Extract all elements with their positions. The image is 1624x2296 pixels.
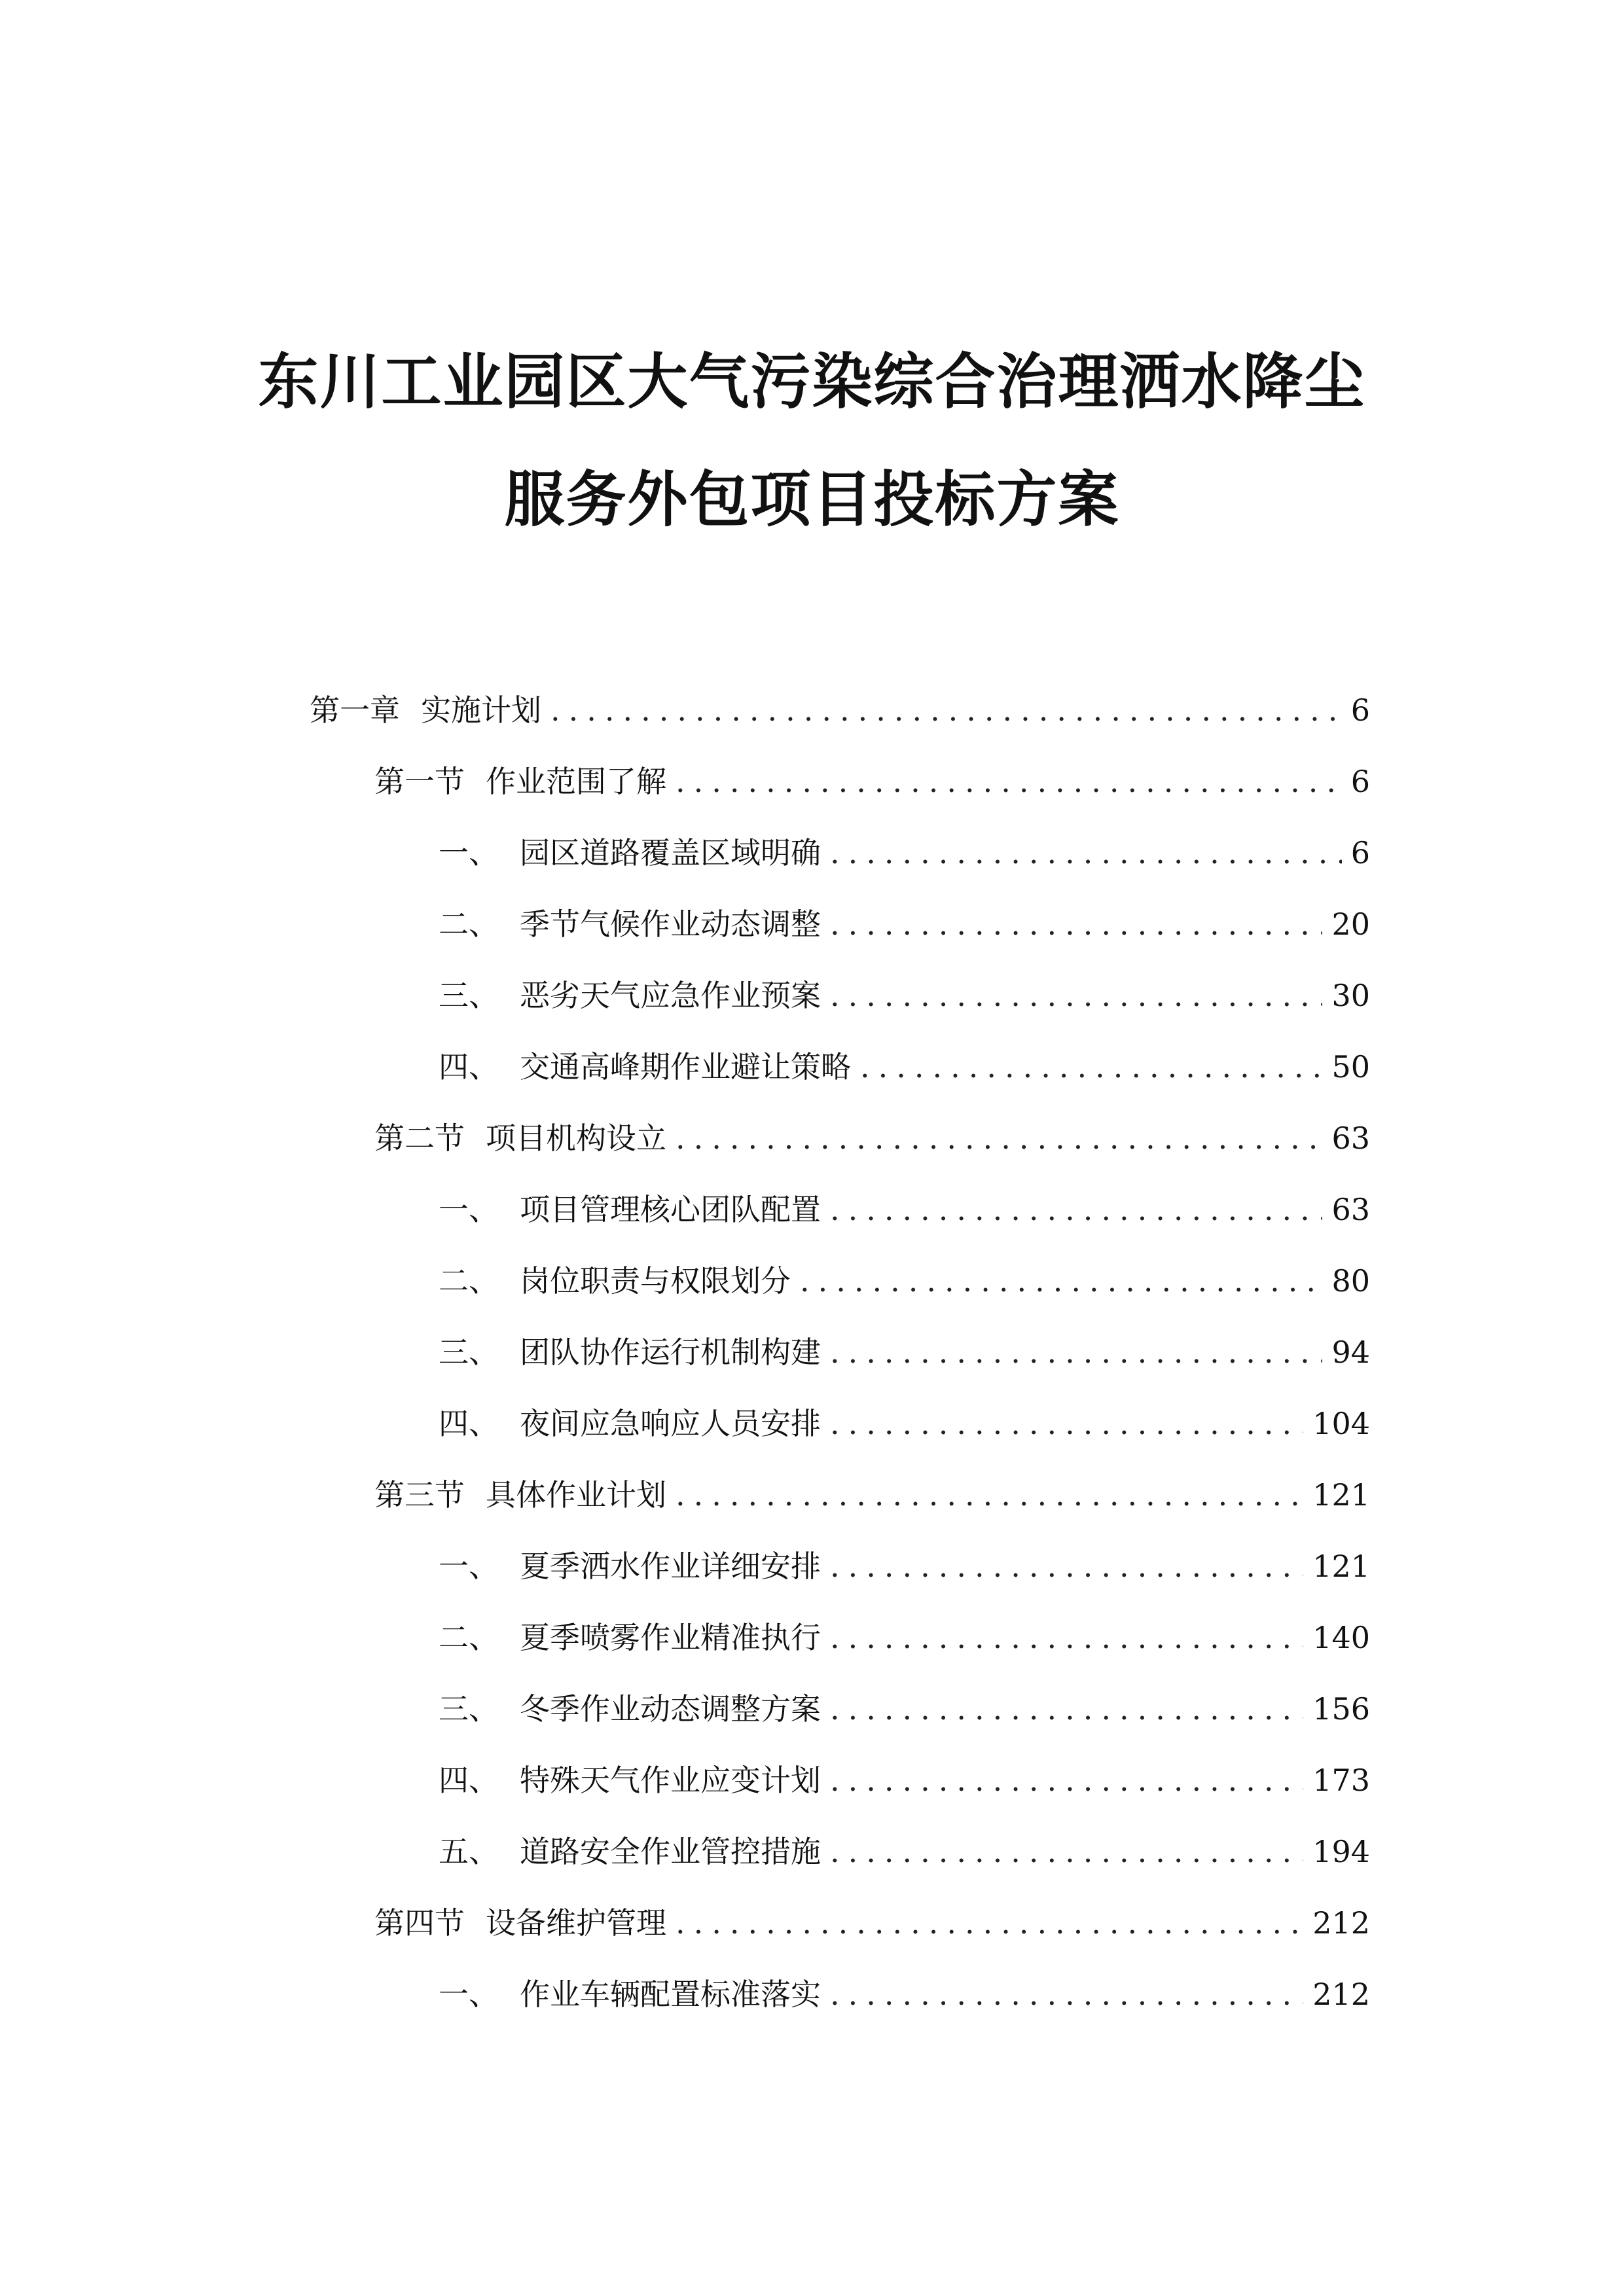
- toc-entry-number: 第三节: [374, 1477, 465, 1513]
- toc-dot-leader: [676, 1472, 1303, 1518]
- toc-entry-label: 恶劣天气应急作业预案: [520, 978, 821, 1013]
- toc-entry-label: 夜间应急响应人员安排: [520, 1406, 821, 1441]
- toc-entry-page: 212: [1312, 1977, 1370, 2012]
- toc-dot-leader: [676, 759, 1342, 804]
- toc-entry-page: 63: [1331, 1121, 1370, 1156]
- toc-entry[interactable]: [439, 1187, 1370, 1232]
- toc-entry-label: 夏季喷雾作业精准执行: [520, 1620, 821, 1655]
- toc-dot-leader: [830, 901, 1322, 947]
- toc-entry-number: 第二节: [374, 1121, 465, 1156]
- toc-entry[interactable]: [310, 687, 1370, 733]
- toc-entry-number: 三、: [439, 1691, 499, 1727]
- toc-entry-page: 50: [1331, 1049, 1370, 1085]
- toc-entry[interactable]: [374, 1472, 1370, 1518]
- document-title-line-1: 东川工业园区大气污染综合治理洒水降尘: [258, 347, 1366, 417]
- toc-entry[interactable]: [439, 1615, 1370, 1660]
- toc-entry-page: 194: [1312, 1834, 1370, 1869]
- toc-dot-leader: [830, 1615, 1303, 1660]
- toc-entry-page: 63: [1331, 1192, 1370, 1227]
- toc-entry[interactable]: [439, 1044, 1370, 1090]
- toc-dot-leader: [830, 973, 1322, 1018]
- toc-entry-page: 6: [1350, 692, 1370, 728]
- toc-entry-label: 园区道路覆盖区域明确: [520, 835, 821, 870]
- toc-entry-label: 团队协作运行机制构建: [520, 1335, 821, 1370]
- toc-entry-number: 四、: [439, 1406, 499, 1441]
- toc-dot-leader: [830, 1757, 1303, 1803]
- toc-dot-leader: [830, 830, 1342, 876]
- toc-dot-leader: [860, 1044, 1322, 1090]
- toc-entry-label: 交通高峰期作业避让策略: [520, 1049, 851, 1085]
- toc-entry-page: 140: [1312, 1620, 1370, 1655]
- toc-entry-number: 第一章: [310, 692, 400, 728]
- toc-entry-page: 20: [1331, 906, 1370, 942]
- toc-entry[interactable]: [439, 1829, 1370, 1874]
- toc-entry-number: 一、: [439, 1977, 499, 2012]
- toc-entry-label: 道路安全作业管控措施: [520, 1834, 821, 1869]
- toc-entry-label: 作业车辆配置标准落实: [520, 1977, 821, 2012]
- toc-entry[interactable]: [439, 830, 1370, 876]
- toc-entry[interactable]: [439, 1757, 1370, 1803]
- toc-entry-page: 80: [1331, 1263, 1370, 1299]
- toc-entry-number: 五、: [439, 1834, 499, 1869]
- toc-entry-number: 三、: [439, 1335, 499, 1370]
- toc-entry-page: 30: [1331, 978, 1370, 1013]
- toc-dot-leader: [830, 1971, 1303, 2017]
- toc-entry-page: 156: [1312, 1691, 1370, 1727]
- toc-entry-number: 一、: [439, 1549, 499, 1584]
- toc-entry[interactable]: [374, 1115, 1370, 1161]
- toc-entry-label: 季节气候作业动态调整: [520, 906, 821, 942]
- toc-entry-label: 冬季作业动态调整方案: [520, 1691, 821, 1727]
- toc-entry-page: 121: [1312, 1477, 1370, 1513]
- toc-entry[interactable]: [439, 901, 1370, 947]
- toc-dot-leader: [676, 1115, 1322, 1161]
- toc-entry[interactable]: [439, 1543, 1370, 1589]
- toc-entry-number: 三、: [439, 978, 499, 1013]
- toc-entry-page: 104: [1312, 1406, 1370, 1441]
- toc-entry-label: 实施计划: [421, 692, 541, 728]
- toc-entry-number: 一、: [439, 1192, 499, 1227]
- document-title-line-2: 服务外包项目投标方案: [504, 465, 1120, 535]
- toc-entry-label: 项目机构设立: [486, 1121, 666, 1156]
- toc-entry[interactable]: [439, 1329, 1370, 1375]
- toc-entry-page: 212: [1312, 1905, 1370, 1941]
- toc-entry-number: 第四节: [374, 1905, 465, 1941]
- toc-entry[interactable]: [439, 1258, 1370, 1304]
- toc-entry-page: 121: [1312, 1549, 1370, 1584]
- toc-dot-leader: [830, 1187, 1322, 1232]
- toc-dot-leader: [830, 1543, 1303, 1589]
- toc-entry-number: 二、: [439, 906, 499, 942]
- toc-entry[interactable]: [439, 1401, 1370, 1446]
- toc-dot-leader: [676, 1900, 1303, 1946]
- toc-entry-number: 四、: [439, 1763, 499, 1798]
- toc-entry-label: 具体作业计划: [486, 1477, 666, 1513]
- toc-entry-page: 6: [1350, 764, 1370, 799]
- toc-entry[interactable]: [439, 973, 1370, 1018]
- toc-entry-number: 二、: [439, 1620, 499, 1655]
- toc-entry-label: 作业范围了解: [486, 764, 666, 799]
- toc-entry-number: 一、: [439, 835, 499, 870]
- toc-entry-number: 第一节: [374, 764, 465, 799]
- toc-dot-leader: [550, 687, 1342, 733]
- toc-entry-label: 项目管理核心团队配置: [520, 1192, 821, 1227]
- toc-entry-label: 岗位职责与权限划分: [520, 1263, 791, 1299]
- toc-entry-number: 四、: [439, 1049, 499, 1085]
- toc-entry[interactable]: [439, 1971, 1370, 2017]
- toc-dot-leader: [800, 1258, 1322, 1304]
- toc-entry[interactable]: [374, 1900, 1370, 1946]
- toc-entry-page: 94: [1331, 1335, 1370, 1370]
- toc-dot-leader: [830, 1401, 1303, 1446]
- toc-dot-leader: [830, 1829, 1303, 1874]
- toc-dot-leader: [830, 1329, 1322, 1375]
- toc-entry-label: 夏季洒水作业详细安排: [520, 1549, 821, 1584]
- toc-dot-leader: [830, 1686, 1303, 1732]
- toc-entry-page: 173: [1312, 1763, 1370, 1798]
- toc-entry[interactable]: [374, 759, 1370, 804]
- toc-entry-label: 设备维护管理: [486, 1905, 666, 1941]
- toc-entry[interactable]: [439, 1686, 1370, 1732]
- toc-entry-page: 6: [1350, 835, 1370, 870]
- toc-entry-number: 二、: [439, 1263, 499, 1299]
- toc-entry-label: 特殊天气作业应变计划: [520, 1763, 821, 1798]
